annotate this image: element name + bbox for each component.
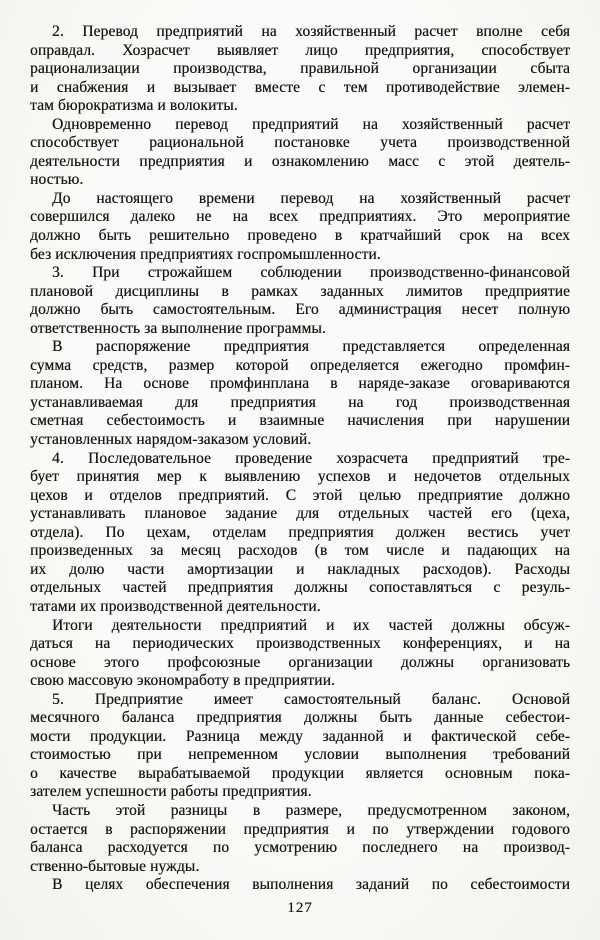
text-line: способствует рациональной постановке учета производственной: [30, 134, 570, 152]
text-line: их долю части амортизации и накладных расходов). Расходы: [30, 560, 570, 578]
text-line: там бюрократизма и волокиты.: [30, 97, 238, 115]
text-line: месячного баланса предприятия должны быть данные себестои-: [30, 709, 570, 727]
text-line: основе этого профсоюзные организации должны организовать: [30, 653, 570, 671]
page-text: [30, 23, 570, 895]
text-line: 3. При строжайшем соблюдении производственно-финансовой: [52, 264, 570, 282]
text-line: оправдал. Хозрасчет выявляет лицо предприятия, способствует: [30, 41, 570, 59]
text-line: плановой дисциплины в рамках заданных лимитов предприятие: [30, 282, 570, 300]
text-line: мости продукции. Разница между заданной и фактической себе-: [30, 727, 570, 745]
text-line: баланса расходуется по усмотрению последнего на производ-: [30, 839, 570, 857]
text-line: зателем успешности работы предприятия.: [30, 783, 312, 801]
text-line: без исключения предприятиях госпромышленности.: [30, 245, 381, 263]
text-line: Итоги деятельности предприятий и их частей должны обсуж-: [52, 616, 570, 634]
text-line: установленных нарядом-заказом условий.: [30, 431, 312, 449]
text-line: свою массовую экономработу в предприятии.: [30, 672, 335, 690]
text-line: стоимостью при непременном условии выполнения требований: [30, 746, 570, 764]
text-line: рационализации производства, правильной организации сбыта: [30, 60, 570, 78]
text-line: 5. Предприятие имеет самостоятельный баланс. Основой: [52, 690, 570, 708]
paragraph: [30, 338, 570, 449]
text-line: ственно-бытовые нужды.: [30, 857, 200, 875]
text-line: должно быть самостоятельным. Его администрация несет полную: [30, 301, 570, 319]
paragraph: [30, 23, 570, 116]
text-line: В распоряжение предприятия представляется определенная: [52, 338, 570, 356]
text-line: сумма средств, размер которой определяется ежегодно промфин-: [30, 356, 570, 374]
text-line: ностью.: [30, 171, 84, 189]
text-line: устанавливать плановое задание для отдельных частей его (цеха,: [30, 505, 570, 523]
text-line: сметная себестоимость и взаимные начисления при нарушении: [30, 412, 570, 430]
text-line: бует принятия мер к выявлению успехов и недочетов отдельных: [30, 468, 570, 486]
paragraph: [30, 116, 570, 190]
text-line: Одновременно перевод предприятий на хозяйственный расчет: [52, 115, 570, 133]
text-line: устанавливаемая для предприятия на год производственная: [30, 393, 570, 411]
text-line: 4. Последовательное проведение хозрасчета предприятий тре-: [52, 449, 570, 467]
text-line: цехов и отделов предприятий. С этой целью предприятие должно: [30, 486, 570, 504]
text-line: совершился далеко не на всех предприятиях. Это мероприятие: [30, 208, 570, 226]
text-line: ответственность за выполнение программы.: [30, 319, 326, 337]
text-line: даться на периодических производственных конференциях, и на: [30, 635, 570, 653]
text-line: должно быть решительно проведено в кратчайший срок на всех: [30, 227, 570, 245]
paragraph: [30, 450, 570, 617]
text-line: В целях обеспечения выполнения заданий по себестоимости: [52, 876, 570, 894]
text-line: остается в распоряжении предприятия и по утверждении годового: [30, 820, 570, 838]
text-line: 2. Перевод предприятий на хозяйственный расчет вполне себя: [52, 23, 570, 40]
paragraph: [30, 802, 570, 876]
paragraph: [30, 617, 570, 691]
text-line: произведенных за месяц расходов (в том числе и падающих на: [30, 542, 570, 560]
text-line: деятельности предприятия и ознакомлению масс с этой деятель-: [30, 152, 570, 170]
paragraph: [30, 691, 570, 802]
text-line: планом. На основе промфинплана в наряде-заказе оговариваются: [30, 375, 570, 393]
text-line: отдельных частей предприятия должны сопоставляться с резуль-: [30, 579, 570, 597]
paragraph: [30, 876, 570, 895]
text-line: татами их производственной деятельности.: [30, 597, 321, 615]
paragraph: [30, 264, 570, 338]
text-line: отдела). По цехам, отделам предприятия должен вестись учет: [30, 523, 570, 541]
text-line: и снабжения и вызывает вместе с тем противодействие элемен-: [30, 78, 570, 96]
page-number: 127: [287, 899, 313, 916]
text-line: Часть этой разницы в размере, предусмотренном законом,: [52, 801, 570, 819]
paragraph: [30, 190, 570, 264]
text-line: До настоящего времени перевод на хозяйственный расчет: [52, 189, 570, 207]
text-line: о качестве вырабатываемой продукции является основным пока-: [30, 764, 570, 782]
